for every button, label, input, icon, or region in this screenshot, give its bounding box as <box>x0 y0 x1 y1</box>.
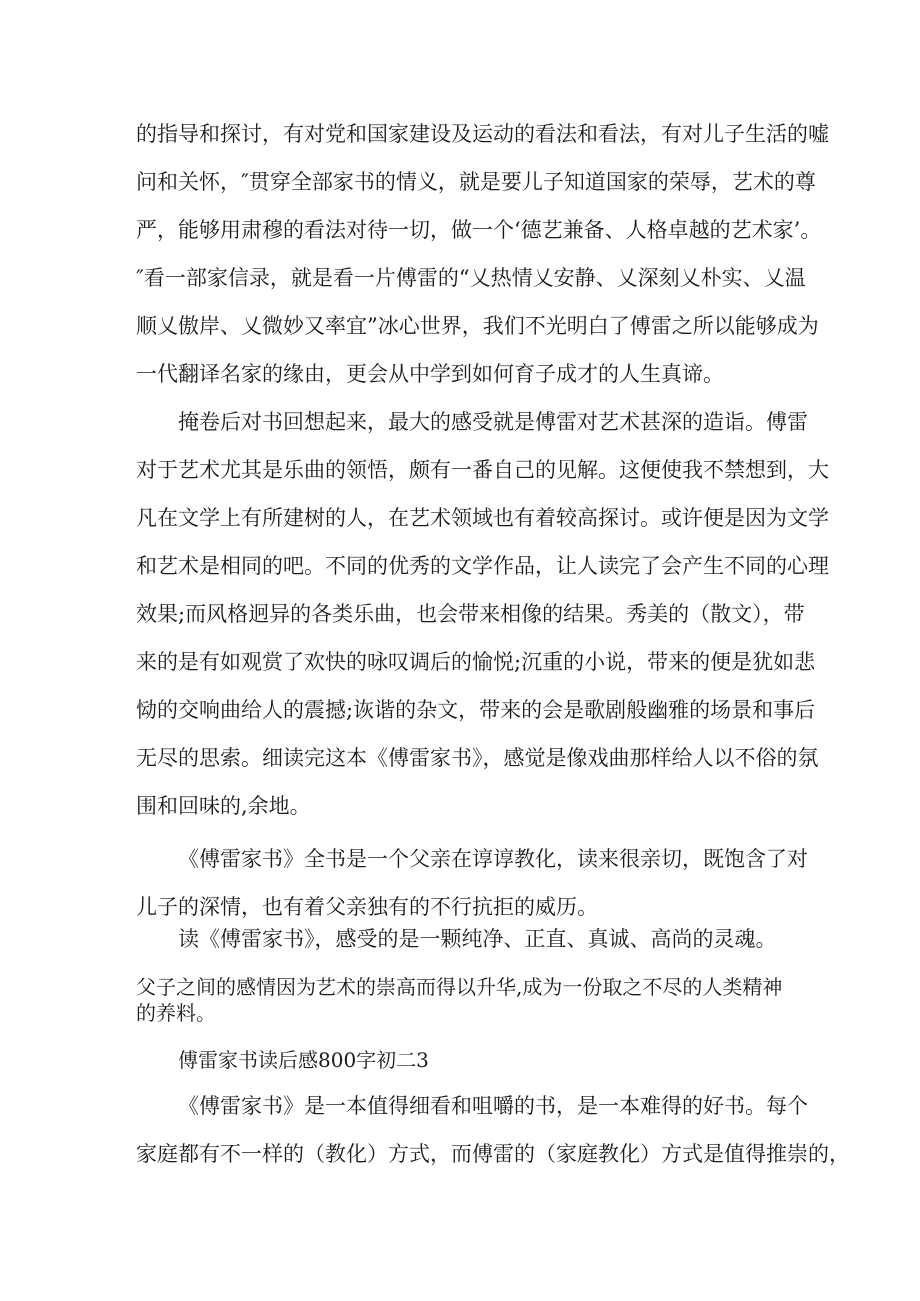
text-line: 一代翻译名家的缘由，更会从中学到如何育子成才的人生真谛。 <box>136 362 724 386</box>
text-line: 问和关怀，″贯穿全部家书的情义，就是要儿子知道国家的荣辱，艺术的尊 <box>136 170 816 194</box>
text-line: 儿子的深情，也有着父亲独有的不行抗拒的威历。 <box>136 895 598 919</box>
text-line: 《傅雷家书》是一本值得细看和咀嚼的书，是一本难得的好书。每个 <box>178 1094 808 1118</box>
section-heading: 傅雷家书读后感800字初二3 <box>178 1048 429 1072</box>
text-line: ″看一部家信录，就是看一片傅雷的“乂热情乂安静、乂深刻乂朴实、乂温 <box>136 266 806 290</box>
text-line: 来的是有如观赏了欢快的咏叹调后的愉悦;沉重的小说，带来的便是犹如悲 <box>136 650 816 674</box>
text-line: 效果;而风格迥异的各类乐曲，也会带来相像的结果。秀美的（散文），带 <box>136 602 805 626</box>
text-line: 的养料。 <box>136 1001 216 1025</box>
text-line: 无尽的思索。细读完这本《傅雷家书》，感觉是像戏曲那样给人以不俗的氛 <box>136 746 819 770</box>
text-line: 《傅雷家书》全书是一个父亲在谆谆教化，读来很亲切，既饱含了对 <box>178 847 808 871</box>
text-line: 严，能够用肃穆的看法对待一切，做一个‘德艺兼备、人格卓越的艺术家’。 <box>136 218 822 242</box>
text-line: 围和回味的,余地。 <box>136 794 311 818</box>
text-line: 顺乂傲岸、乂微妙又率宜”冰心世界，我们不光明白了傅雷之所以能够成为 <box>136 314 819 338</box>
text-line: 父子之间的感情因为艺术的崇高而得以升华,成为一份取之不尽的人类精神 <box>136 975 783 999</box>
text-line: 家庭都有不一样的（教化）方式，而傅雷的（家庭教化）方式是值得推崇的， <box>136 1142 850 1166</box>
text-line: 和艺术是相同的吧。不同的优秀的文学作品，让人读完了会产生不同的心理 <box>136 554 829 578</box>
text-line: 恸的交响曲给人的震撼;诙谐的杂文，带来的会是歌剧般幽雅的场景和事后 <box>136 698 816 722</box>
text-line: 凡在文学上有所建树的人，在艺术领域也有着较高探讨。或许便是因为文学 <box>136 506 829 530</box>
text-line: 的指导和探讨，有对党和国家建设及运动的看法和看法，有对儿子生活的嘘 <box>136 122 829 146</box>
text-line: 掩卷后对书回想起来，最大的感受就是傅雷对艺术甚深的造诣。傅雷 <box>178 410 808 434</box>
text-line: 读《傅雷家书》，感受的是一颗纯净、正直、真诚、高尚的灵魂。 <box>178 927 777 951</box>
text-line: 对于艺术尤其是乐曲的领悟，颇有一番自己的见解。这便使我不禁想到，大 <box>136 458 829 482</box>
